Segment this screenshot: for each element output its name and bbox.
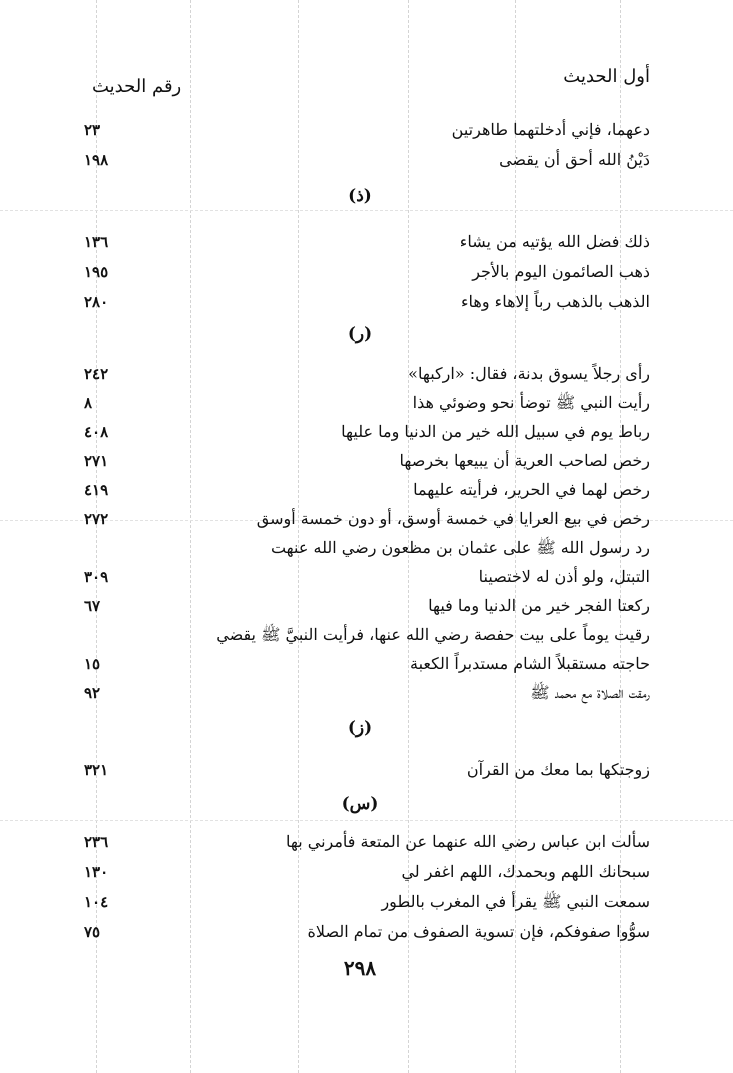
hadith-number: ١٣٠ (84, 863, 109, 881)
hadith-number: ٣٠٩ (84, 568, 109, 586)
hadith-text: رد رسول الله ﷺ على عثمان بن مظعون رضي الله عنهت (270, 538, 650, 557)
list-item (70, 650, 650, 678)
list-item (70, 563, 650, 591)
hadith-text: الذهب بالذهب رباً إلاهاء وهاء (461, 292, 650, 311)
list-item (70, 679, 650, 707)
list-item (70, 228, 650, 256)
hadith-text: ذلك فضل الله يؤتيه من يشاء (459, 232, 650, 251)
hadith-number: ٧٥ (84, 923, 101, 941)
hadith-number: ٢٤٢ (84, 365, 109, 383)
hadith-number: ٦٧ (84, 597, 101, 615)
page-number: ٢٩٨ (343, 956, 377, 980)
hadith-number: ٨ (84, 394, 93, 412)
hadith-text: التبتل، ولو أذن له لاختصينا (478, 567, 650, 586)
hadith-text: رمقت الصلاة مع محمد ﷺ (530, 683, 650, 702)
hadith-number: ٢٨٠ (84, 293, 109, 311)
list-item (70, 418, 650, 446)
hadith-number: ٢٣ (84, 121, 101, 139)
list-item (70, 505, 650, 533)
hadith-text: سوُّوا صفوفكم، فإن تسوية الصفوف من تمام الصلاة (307, 922, 650, 941)
list-item (70, 756, 650, 784)
list-item (70, 447, 650, 475)
hadith-text: سبحانك اللهم وبحمدك، اللهم اغفر لي (401, 862, 650, 881)
hadith-number: ١٥ (84, 655, 101, 673)
list-item (70, 258, 650, 286)
hadith-text: رخص لصاحب العرية أن يبيعها بخرصها (399, 451, 650, 470)
list-item (70, 534, 650, 562)
hadith-text: ركعتا الفجر خير من الدنيا وما فيها (428, 596, 650, 615)
section-letter-zay: (ز) (347, 718, 373, 738)
hadith-number: ٢٣٦ (84, 833, 109, 851)
hadith-number: ١٩٨ (84, 151, 109, 169)
section-letter-sin: (س) (341, 794, 379, 814)
section-letter-dhal: (ذ) (348, 186, 372, 206)
list-item (70, 621, 650, 649)
hadith-text: رخص في بيع العرايا في خمسة أوسق، أو دون خمسة أوسق (256, 509, 650, 528)
hadith-number: ١٣٦ (84, 233, 109, 251)
hadith-number: ٤٠٨ (84, 423, 109, 441)
list-item (70, 476, 650, 504)
index-page (70, 58, 650, 988)
hadith-number: ٢٧١ (84, 452, 109, 470)
hadith-number: ٣٢١ (84, 761, 109, 779)
hadith-text: رخص لهما في الحرير، فرأيته عليهما (413, 480, 650, 499)
hadith-text: رباط يوم في سبيل الله خير من الدنيا وما عليها (341, 422, 650, 441)
hadith-number: ٩٢ (84, 684, 101, 702)
hadith-text: دعهما، فإني أدخلتهما طاهرتين (451, 120, 650, 139)
hadith-number: ٤١٩ (84, 481, 109, 499)
list-item (70, 360, 650, 388)
hadith-number: ٢٧٢ (84, 510, 109, 528)
hadith-text: زوجتكها بما معك من القرآن (466, 760, 650, 779)
list-item (70, 592, 650, 620)
hadith-text: رأيت النبي ﷺ توضأ نحو وضوئي هذا (412, 393, 650, 412)
list-item (70, 858, 650, 886)
hadith-text: حاجته مستقبلاً الشام مستدبراً الكعبة (410, 654, 650, 673)
list-item (70, 116, 650, 144)
hadith-text: رقيت يوماً على بيت حفصة رضي الله عنها، فرأيت النبيَّ ﷺ يقضي (216, 625, 650, 644)
hadith-text: دَيْنُ الله أحق أن يقضى (499, 150, 650, 169)
header-first-hadith: أول الحديث (563, 66, 650, 87)
hadith-number: ١٩٥ (84, 263, 109, 281)
hadith-text: رأى رجلاً يسوق بدنة، فقال: «اركبها» (408, 364, 650, 383)
list-item (70, 389, 650, 417)
hadith-text: سألت ابن عباس رضي الله عنهما عن المتعة فأمرني بها (285, 832, 650, 851)
header-hadith-number: رقم الحديث (92, 76, 182, 97)
hadith-text: ذهب الصائمون اليوم بالأجر (472, 262, 650, 281)
list-item (70, 288, 650, 316)
hadith-number: ١٠٤ (84, 893, 109, 911)
list-item (70, 918, 650, 946)
hadith-text: سمعت النبي ﷺ يقرأ في المغرب بالطور (381, 892, 650, 911)
list-item (70, 888, 650, 916)
list-item (70, 146, 650, 174)
list-item (70, 828, 650, 856)
section-letter-ra: (ر) (347, 324, 373, 344)
